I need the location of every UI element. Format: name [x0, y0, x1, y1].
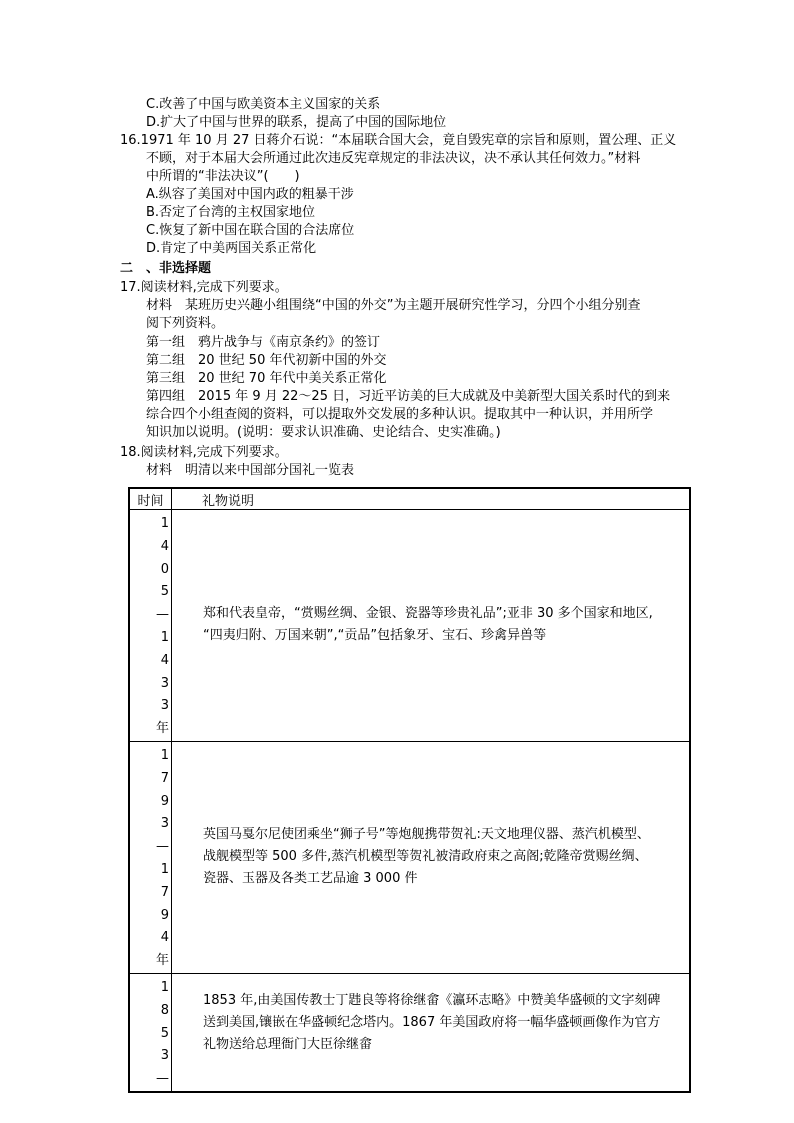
q16-option-b: B.否定了台湾的主权国家地位 — [146, 205, 316, 220]
section-title: 二 、非选择题 — [120, 261, 212, 276]
time-chars: 1 7 9 3 — 1 7 9 4 年 — [155, 747, 169, 969]
header-desc: 礼物说明 — [172, 488, 691, 510]
q15-option-d: D.扩大了中国与世界的联系，提高了中国的国际地位 — [146, 115, 447, 130]
header-time: 时间 — [129, 488, 172, 510]
q17-task-line1: 综合四个小组查阅的资料，可以提取外交发展的多种认识。提取其中一种认识，并用所学 — [146, 407, 654, 422]
q17-group1: 第一组 鸦片战争与《南京条约》的签订 — [146, 335, 381, 350]
q16-stem-line1: 16.1971 年 10 月 27 日蒋介石说：“本届联合国大会，竟自毁宪章的宗旨和原则，置公理、正义 — [120, 133, 677, 148]
desc-line: 瓷器、玉器及各类工艺品逾 3 000 件 — [203, 871, 418, 887]
q17-material-line2: 阅下列资料。 — [146, 316, 225, 331]
q16-option-c: C.恢复了新中国在联合国的合法席位 — [146, 223, 355, 238]
q16-stem-line2: 不顾，对于本届大会所通过此次违反宪章规定的非法决议，决不承认其任何效力。”材料 — [146, 151, 641, 166]
table-row — [129, 741, 690, 973]
table-header-row — [129, 488, 690, 510]
time-chars: 1 4 0 5 — 1 4 3 3 年 — [155, 516, 169, 737]
table-row — [129, 510, 690, 742]
q16-option-d: D.肯定了中美两国关系正常化 — [146, 241, 317, 256]
desc-line: 战舰模型等 500 多件,蒸汽机模型等贺礼被清政府束之高阁;乾隆帝赏赐丝绸、 — [203, 849, 648, 865]
time-cell — [129, 741, 172, 973]
q16-stem-line3: 中所谓的“非法决议”( ) — [146, 169, 300, 184]
q18-stem: 18.阅读材料,完成下列要求。 — [120, 445, 288, 460]
table-row — [129, 973, 690, 1091]
q15-option-c: C.改善了中国与欧美资本主义国家的关系 — [146, 97, 381, 112]
desc-line: “四夷归附、万国来朝”,“贡品”包括象牙、宝石、珍禽异兽等 — [203, 628, 547, 644]
desc-line: 送到美国,镶嵌在华盛顿纪念塔内。1867 年美国政府将一幅华盛顿画像作为官方 — [203, 1014, 661, 1030]
desc-cell — [172, 741, 691, 973]
q17-material-line1: 材料 某班历史兴趣小组围绕“中国的外交”为主题开展研究性学习，分四个小组分别查 — [146, 298, 641, 313]
q17-task-line2: 知识加以说明。(说明：要求认识准确、史论结合、史实准确。) — [146, 425, 501, 440]
q17-group2: 第二组 20 世纪 50 年代初新中国的外交 — [146, 353, 387, 368]
q17-group4: 第四组 2015 年 9 月 22～25 日，习近平访美的巨大成就及中美新型大国关系时代的到来 — [146, 389, 671, 404]
desc-line: 郑和代表皇帝，“赏赐丝绸、金银、瓷器等珍贵礼品”;亚非 30 多个国家和地区, — [203, 606, 653, 622]
q18-material-title: 材料 明清以来中国部分国礼一览表 — [146, 463, 355, 478]
time-chars: 1 8 5 3 — — [156, 979, 169, 1087]
desc-cell — [172, 510, 691, 742]
q16-option-a: A.纵容了美国对中国内政的粗暴干涉 — [146, 187, 354, 202]
desc-line: 英国马戛尔尼使团乘坐“狮子号”等炮舰携带贺礼:天文地理仪器、蒸汽机模型、 — [203, 827, 650, 843]
desc-cell — [172, 973, 691, 1091]
q17-stem: 17.阅读材料,完成下列要求。 — [120, 280, 288, 295]
desc-line: 1853 年,由美国传教士丁韪良等将徐继畲《瀛环志略》中赞美华盛顿的文字刻碑 — [203, 992, 661, 1008]
time-cell — [129, 973, 172, 1091]
time-cell — [129, 510, 172, 742]
q17-group3: 第三组 20 世纪 70 年代中美关系正常化 — [146, 371, 387, 386]
desc-line: 礼物送给总理衙门大臣徐继畲 — [203, 1036, 373, 1052]
gift-table — [128, 487, 691, 1093]
